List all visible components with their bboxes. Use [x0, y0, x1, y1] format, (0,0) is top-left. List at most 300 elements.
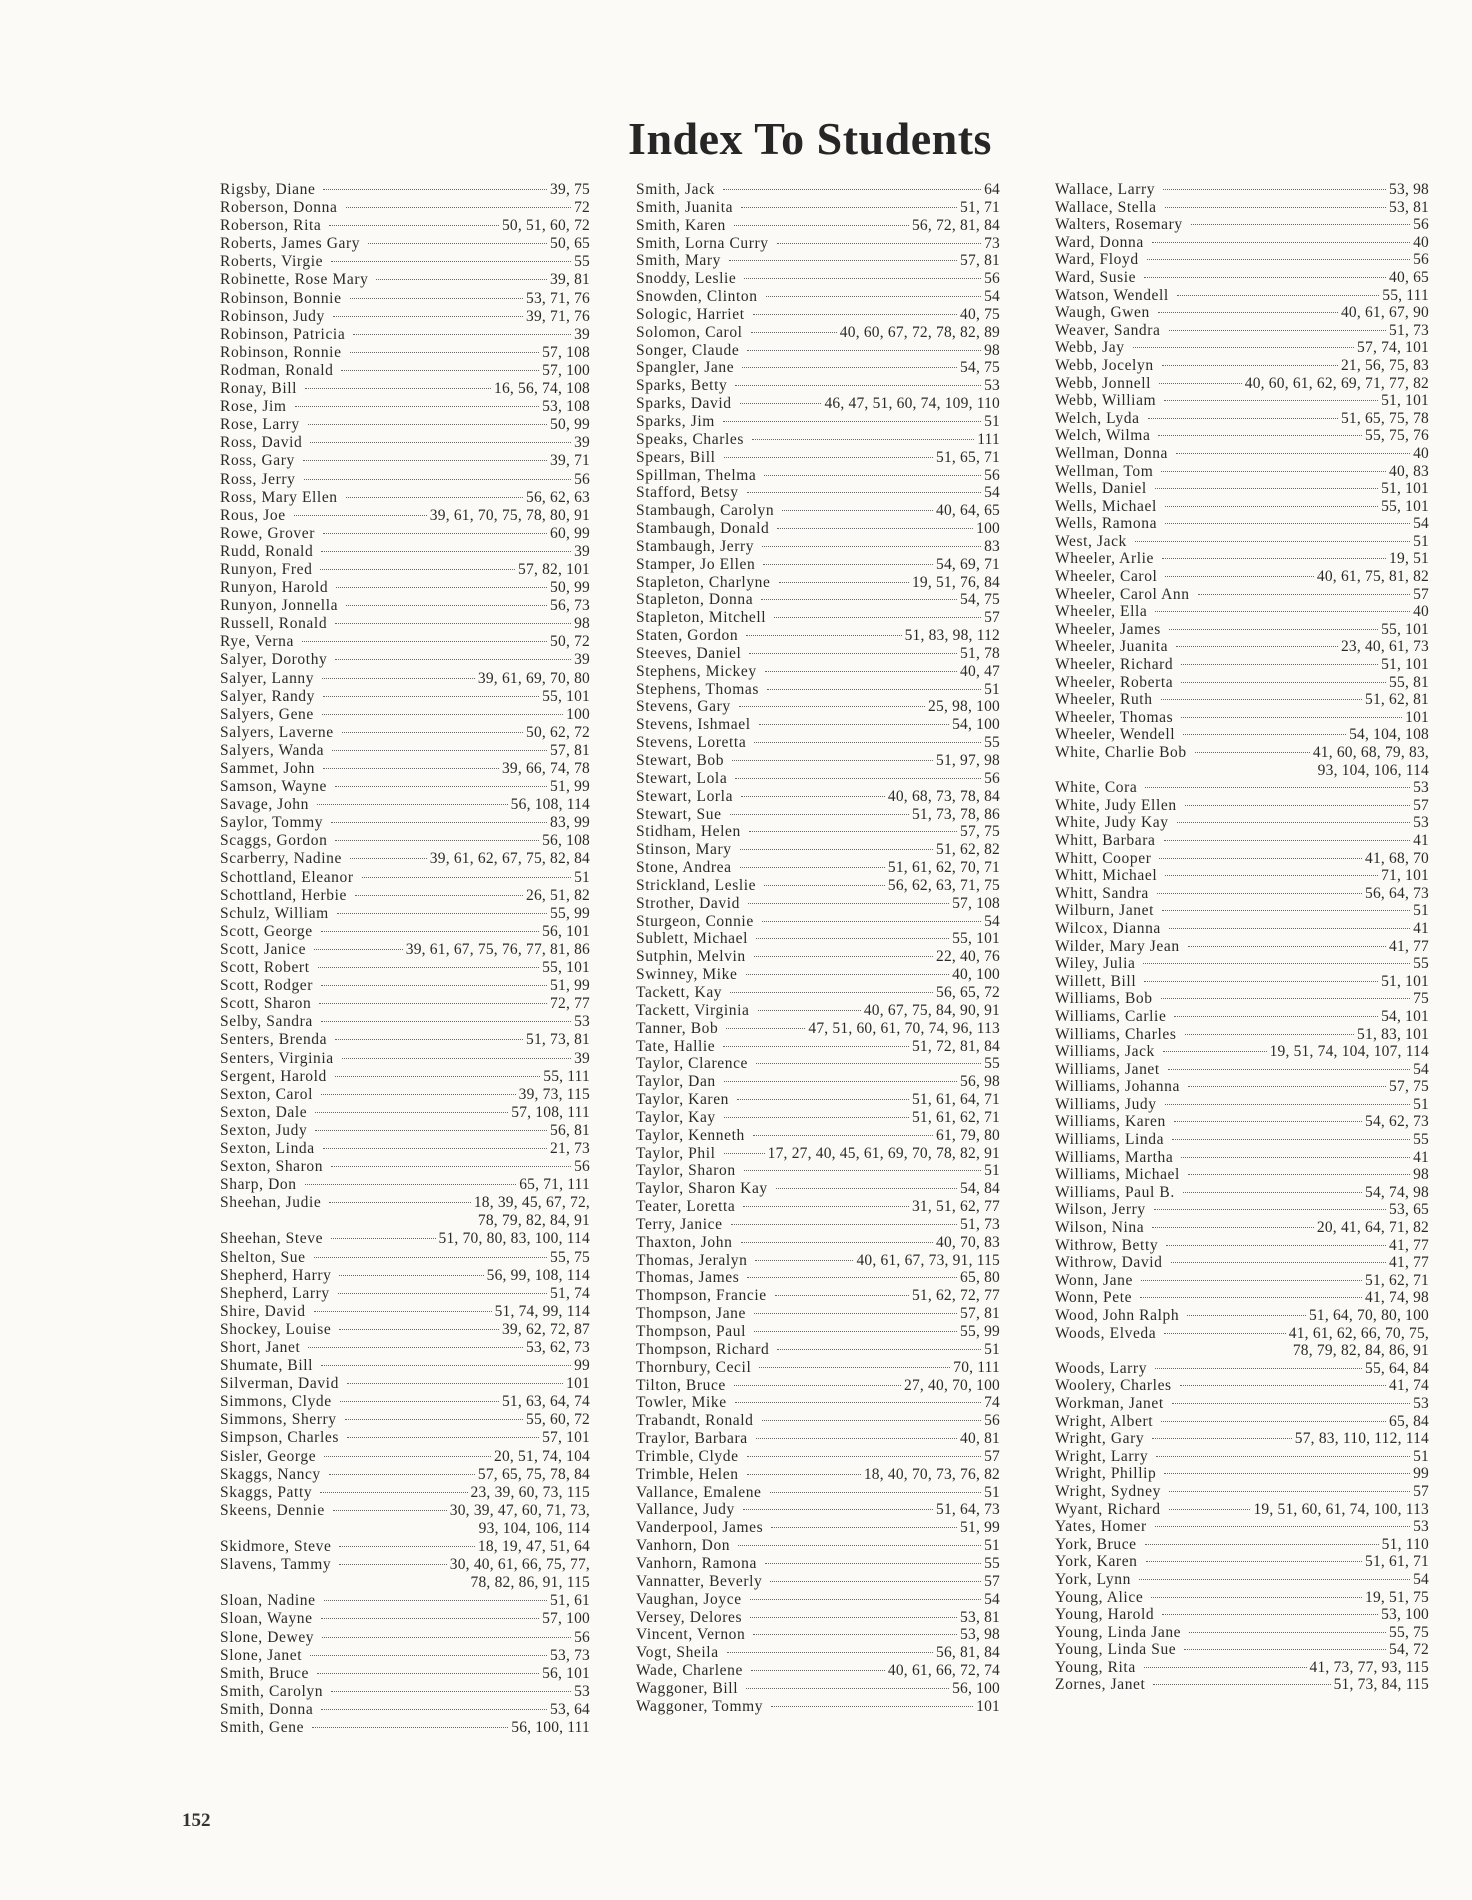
- student-name: Scott, George: [220, 922, 313, 940]
- dot-leader: [770, 1492, 982, 1493]
- page-references: 53, 98: [1389, 181, 1429, 198]
- index-entry: [220, 814, 590, 832]
- index-entry: [636, 377, 1000, 395]
- page-references: 55: [1413, 955, 1429, 973]
- dot-leader: [732, 760, 933, 761]
- student-name: Thompson, Paul: [636, 1323, 747, 1340]
- student-name: Snowden, Clinton: [636, 288, 758, 306]
- page-references: 51, 61, 62, 70, 71: [887, 859, 1000, 877]
- dot-leader: [1155, 611, 1410, 612]
- student-name: Sergent, Harold: [220, 1067, 327, 1085]
- student-name: Skidmore, Steve: [220, 1538, 332, 1556]
- student-name: Williams, Charles: [1055, 1025, 1177, 1043]
- page-references: 51, 74, 99, 114: [494, 1302, 590, 1320]
- index-entry: [220, 633, 590, 651]
- index-entry: [1055, 1254, 1429, 1272]
- student-name: Thomas, James: [636, 1269, 740, 1287]
- dot-leader: [321, 551, 571, 552]
- student-name: Rowe, Grover: [220, 524, 316, 542]
- page-references: 65, 71, 111: [519, 1176, 590, 1194]
- student-name: Wheeler, James: [1055, 620, 1161, 638]
- student-name: Young, Linda Sue: [1055, 1641, 1177, 1659]
- index-entry: [636, 984, 1000, 1002]
- index-entry: [636, 235, 1000, 253]
- student-name: Robinette, Rose Mary: [220, 271, 369, 289]
- page-references: 56: [984, 270, 1000, 288]
- student-name: Woods, Elveda: [1055, 1324, 1157, 1342]
- student-name: Wilder, Mary Jean: [1055, 937, 1180, 955]
- index-entry: [1055, 463, 1429, 481]
- page-references: 57, 81: [550, 741, 590, 759]
- dot-leader: [1169, 629, 1378, 630]
- dot-leader: [743, 1509, 933, 1510]
- index-entry: [220, 724, 590, 742]
- dot-leader: [1153, 1684, 1330, 1685]
- index-entry: [636, 1626, 1000, 1644]
- student-name: Samson, Wayne: [220, 778, 328, 796]
- student-name: Tackett, Kay: [636, 983, 723, 1001]
- index-entry: [1055, 1641, 1429, 1659]
- dot-leader: [350, 352, 540, 353]
- page-references: 40, 75: [960, 305, 1000, 323]
- dot-leader: [1135, 541, 1410, 542]
- student-name: Vallance, Emalene: [636, 1483, 762, 1501]
- page-references: 23, 40, 61, 73: [1340, 638, 1429, 656]
- student-name: Vanhorn, Don: [636, 1537, 731, 1555]
- index-entry: [220, 1665, 590, 1683]
- dot-leader: [1188, 1174, 1410, 1175]
- page-references: 53: [984, 377, 1000, 395]
- page-references: 51, 71: [960, 198, 1000, 216]
- index-entry: [636, 1466, 1000, 1484]
- index-entry: [1055, 1096, 1429, 1114]
- index-entry: [1055, 1360, 1429, 1378]
- page-references: 55: [574, 253, 590, 271]
- page-references: 41, 77: [1389, 937, 1429, 955]
- index-entry: [220, 1086, 590, 1104]
- page-references: 40, 61, 67, 90: [1340, 304, 1429, 322]
- page-references: 56, 81, 84: [936, 1644, 1000, 1662]
- dot-leader: [737, 1099, 909, 1100]
- dot-leader: [335, 1039, 523, 1040]
- page-references: 83, 99: [550, 814, 590, 832]
- student-name: Sammet, John: [220, 760, 316, 777]
- page-references: 55, 81: [1389, 673, 1429, 691]
- page-references: 51, 97, 98: [936, 752, 1000, 769]
- student-name: Zornes, Janet: [1055, 1676, 1146, 1694]
- index-entry: [1055, 832, 1429, 850]
- page-references: 51, 64, 70, 80, 100: [1308, 1307, 1429, 1324]
- index-entry: [1055, 515, 1429, 533]
- dot-leader: [1166, 1245, 1386, 1246]
- index-entry: [636, 966, 1000, 984]
- dot-leader: [335, 623, 571, 624]
- dot-leader: [1165, 1104, 1410, 1105]
- index-entry: [220, 1411, 590, 1429]
- dot-leader: [744, 278, 981, 279]
- student-name: Spangler, Jane: [636, 359, 735, 377]
- dot-leader: [779, 582, 909, 583]
- index-entry: [220, 850, 590, 868]
- index-entry: [636, 734, 1000, 752]
- dot-leader: [751, 332, 837, 333]
- page-references: 56: [574, 470, 590, 488]
- student-name: Wilcox, Dianna: [1055, 919, 1161, 937]
- student-name: White, Cora: [1055, 779, 1138, 797]
- index-entry: [1055, 1219, 1429, 1237]
- student-name: Roberts, Virgie: [220, 253, 324, 271]
- student-name: Salyers, Gene: [220, 705, 314, 723]
- dot-leader: [368, 243, 547, 244]
- page-references: 19, 51, 60, 61, 74, 100, 113: [1253, 1500, 1429, 1518]
- dot-leader: [782, 510, 933, 511]
- student-name: York, Bruce: [1055, 1535, 1137, 1553]
- index-entry: [220, 452, 590, 470]
- student-name: Sexton, Judy: [220, 1121, 308, 1139]
- dot-leader: [350, 298, 523, 299]
- student-name: Wallace, Larry: [1055, 181, 1156, 198]
- dot-leader: [320, 569, 515, 570]
- index-entry: [636, 288, 1000, 306]
- dot-leader: [747, 350, 981, 351]
- student-name: Shumate, Bill: [220, 1357, 314, 1375]
- student-name: Steeves, Daniel: [636, 644, 742, 662]
- student-name: Scott, Rodger: [220, 977, 314, 995]
- student-name: Simmons, Sherry: [220, 1411, 337, 1429]
- page-references: 51, 101: [1381, 972, 1429, 990]
- index-entry: [636, 877, 1000, 895]
- page-references: 56, 101: [542, 922, 590, 940]
- dot-leader: [746, 635, 901, 636]
- page-references: 41: [1413, 919, 1429, 937]
- page-references: 51, 110: [1381, 1535, 1429, 1553]
- index-entry: [220, 615, 590, 633]
- index-entry: [1055, 586, 1429, 604]
- dot-leader: [323, 768, 499, 769]
- index-entry: [636, 1198, 1000, 1216]
- dot-leader: [735, 385, 981, 386]
- student-name: Taylor, Phil: [636, 1144, 716, 1162]
- student-name: Rose, Larry: [220, 416, 300, 434]
- student-name: Webb, Jonnell: [1055, 374, 1152, 392]
- page-references: 56: [574, 1628, 590, 1646]
- index-entry: [220, 1122, 590, 1140]
- page-references: 19, 51, 76, 84: [911, 573, 1000, 591]
- index-entry: [220, 525, 590, 543]
- student-name: Taylor, Sharon Kay: [636, 1180, 768, 1198]
- index-entry: [1055, 322, 1429, 340]
- index-entry: [636, 788, 1000, 806]
- index-entry: [220, 1629, 590, 1647]
- page-references: 54, 62, 73: [1365, 1113, 1429, 1131]
- dot-leader: [332, 750, 547, 751]
- student-name: Wheeler, Arlie: [1055, 550, 1155, 568]
- student-name: Withrow, David: [1055, 1254, 1163, 1272]
- index-entry: [636, 1377, 1000, 1395]
- index-entry: [220, 1448, 590, 1466]
- dot-leader: [1165, 506, 1378, 507]
- student-name: Wheeler, Ella: [1055, 603, 1148, 621]
- index-entry: [1055, 603, 1429, 621]
- index-entry: [1055, 1606, 1429, 1624]
- index-entry: [1055, 234, 1429, 252]
- index-entry: [636, 1698, 1000, 1716]
- student-name: Waugh, Gwen: [1055, 304, 1150, 322]
- dot-leader: [1172, 1139, 1410, 1140]
- page-references: 54: [984, 912, 1000, 930]
- student-name: Rodman, Ronald: [220, 361, 334, 379]
- page-references: 54, 74, 98: [1365, 1183, 1429, 1201]
- dot-leader: [331, 1166, 571, 1167]
- student-name: Roberson, Donna: [220, 199, 338, 217]
- dot-leader: [329, 225, 499, 226]
- page-references: 99: [1413, 1465, 1429, 1483]
- student-name: Wood, John Ralph: [1055, 1307, 1180, 1324]
- student-name: Wonn, Pete: [1055, 1289, 1133, 1307]
- page-references: 54: [1413, 515, 1429, 533]
- page-references: 41, 60, 68, 79, 83,: [1312, 744, 1429, 761]
- index-entry: [636, 1537, 1000, 1555]
- index-entry: [636, 627, 1000, 645]
- dot-leader: [771, 1527, 957, 1528]
- page-references: 55, 111: [1382, 286, 1429, 304]
- dot-leader: [738, 1545, 981, 1546]
- student-name: Wright, Albert: [1055, 1412, 1154, 1430]
- index-entry: [636, 1359, 1000, 1377]
- dot-leader: [1161, 1421, 1386, 1422]
- dot-leader: [740, 849, 933, 850]
- dot-leader: [723, 189, 981, 190]
- dot-leader: [347, 1437, 539, 1438]
- page-references: 18, 39, 45, 67, 72,: [473, 1194, 590, 1212]
- index-entry: [220, 869, 590, 887]
- index-entry: [636, 395, 1000, 413]
- page-references: 51, 65, 71: [936, 448, 1000, 466]
- student-name: Williams, Karen: [1055, 1113, 1166, 1131]
- dot-leader: [346, 605, 547, 606]
- student-name: Webb, Jay: [1055, 339, 1125, 357]
- dot-leader: [735, 778, 981, 779]
- dot-leader: [346, 497, 523, 498]
- page-references: 64: [984, 181, 1000, 198]
- page-references: 55, 75: [550, 1248, 590, 1266]
- page-references: 78, 79, 82, 84, 86, 91: [1292, 1342, 1429, 1360]
- dot-leader: [1162, 558, 1386, 559]
- index-entry: [220, 1013, 590, 1031]
- dot-leader: [753, 1634, 957, 1635]
- index-entry: [636, 1394, 1000, 1412]
- student-name: Young, Linda Jane: [1055, 1623, 1182, 1641]
- page-references: 54, 104, 108: [1349, 726, 1429, 744]
- dot-leader: [756, 1438, 957, 1439]
- dot-leader: [1181, 1157, 1410, 1158]
- dot-leader: [765, 1563, 981, 1564]
- index-entry: [220, 344, 590, 362]
- index-entry: [220, 688, 590, 706]
- index-entry: [636, 859, 1000, 877]
- dot-leader: [317, 804, 508, 805]
- dot-leader: [1169, 1509, 1251, 1510]
- index-entry: [636, 1091, 1000, 1109]
- index-entry: [220, 1321, 590, 1339]
- page-references: 40, 47: [960, 662, 1000, 680]
- page-references: 57, 100: [542, 361, 590, 379]
- dot-leader: [1181, 664, 1378, 665]
- index-entry: [220, 235, 590, 253]
- dot-leader: [1144, 981, 1378, 982]
- index-entry: [220, 1249, 590, 1267]
- student-name: Robinson, Ronnie: [220, 343, 342, 361]
- student-name: Stambaugh, Jerry: [636, 537, 755, 555]
- student-name: Stephens, Mickey: [636, 662, 757, 680]
- dot-leader: [1163, 1051, 1267, 1052]
- index-entry: [1055, 726, 1429, 744]
- student-name: Runyon, Harold: [220, 579, 329, 597]
- student-name: Smith, Donna: [220, 1700, 314, 1718]
- index-entry: [636, 1038, 1000, 1056]
- index-entry: [1055, 199, 1429, 217]
- index-entry-continuation: [1055, 762, 1429, 780]
- page-references: 56, 62, 63, 71, 75: [887, 876, 1000, 894]
- dot-leader: [308, 424, 547, 425]
- student-name: Stambaugh, Donald: [636, 520, 770, 538]
- index-entry: [1055, 1448, 1429, 1466]
- student-name: Stevens, Gary: [636, 698, 731, 716]
- dot-leader: [758, 1010, 861, 1011]
- student-name: Russell, Ronald: [220, 615, 328, 633]
- student-name: Slone, Janet: [220, 1646, 303, 1664]
- index-entry: [636, 181, 1000, 199]
- page-references: 54: [1413, 1060, 1429, 1078]
- index-entry: [220, 181, 590, 199]
- dot-leader: [762, 921, 981, 922]
- page-references: 19, 51: [1389, 550, 1429, 568]
- student-name: Schottland, Eleanor: [220, 868, 354, 886]
- dot-leader: [1188, 946, 1386, 947]
- dot-leader: [324, 1456, 491, 1457]
- index-entry: [636, 1644, 1000, 1662]
- dot-leader: [376, 279, 547, 280]
- student-name: Smith, Carolyn: [220, 1682, 324, 1700]
- index-entry: [1055, 1061, 1429, 1079]
- index-entry: [636, 502, 1000, 520]
- student-name: Spears, Bill: [636, 448, 716, 466]
- student-name: Smith, Gene: [220, 1718, 305, 1736]
- page-references: 55, 101: [542, 959, 590, 977]
- dot-leader: [1177, 822, 1410, 823]
- index-entry: [636, 1609, 1000, 1627]
- dot-leader: [1185, 1034, 1355, 1035]
- page-references: 54, 75: [960, 359, 1000, 377]
- page-references: 39: [574, 325, 590, 343]
- dot-leader: [771, 1706, 973, 1707]
- dot-leader: [346, 207, 572, 208]
- student-name: Wells, Daniel: [1055, 480, 1147, 498]
- index-entry: [220, 670, 590, 688]
- student-name: Wells, Michael: [1055, 497, 1157, 515]
- student-name: Vaughan, Joyce: [636, 1590, 742, 1608]
- dot-leader: [775, 1295, 909, 1296]
- index-entry: [220, 1050, 590, 1068]
- page-references: 100: [976, 520, 1000, 538]
- page-references: 53, 64: [550, 1700, 590, 1718]
- student-name: Slone, Dewey: [220, 1628, 315, 1646]
- dot-leader: [1183, 734, 1346, 735]
- index-entry: [636, 1234, 1000, 1252]
- dot-leader: [763, 564, 933, 565]
- index-entry: [1055, 1571, 1429, 1589]
- page-references: 56, 72, 81, 84: [911, 216, 1000, 234]
- student-name: Taylor, Dan: [636, 1073, 716, 1091]
- index-entry: [220, 489, 590, 507]
- page-references: 56, 73: [550, 597, 590, 615]
- dot-leader: [353, 334, 571, 335]
- dot-leader: [1181, 682, 1386, 683]
- page-references: 39: [574, 434, 590, 452]
- page-references: 51, 62, 81: [1365, 691, 1429, 709]
- index-entry: [636, 1002, 1000, 1020]
- dot-leader: [341, 370, 539, 371]
- dot-leader: [321, 985, 547, 986]
- student-name: Wheeler, Ruth: [1055, 691, 1153, 709]
- page-references: 61, 79, 80: [936, 1126, 1000, 1144]
- dot-leader: [1168, 1069, 1410, 1070]
- student-name: Webb, William: [1055, 392, 1157, 410]
- index-entry: [636, 681, 1000, 699]
- page-references: 51: [984, 1537, 1000, 1555]
- student-name: Selby, Sandra: [220, 1013, 313, 1031]
- page-references: 39, 61, 67, 75, 76, 77, 81, 86: [405, 940, 590, 958]
- dot-leader: [321, 1094, 516, 1095]
- dot-leader: [333, 316, 523, 317]
- dot-leader: [777, 243, 981, 244]
- student-name: Traylor, Barbara: [636, 1430, 748, 1448]
- index-entry: [636, 1109, 1000, 1127]
- index-entry: [220, 1592, 590, 1610]
- dot-leader: [748, 903, 949, 904]
- student-name: Schulz, William: [220, 904, 329, 922]
- dot-leader: [337, 913, 547, 914]
- page-references: 40, 67, 75, 84, 90, 91: [863, 1001, 1000, 1019]
- page-references: 39, 61, 62, 67, 75, 82, 84: [429, 850, 590, 868]
- student-name: Trimble, Clyde: [636, 1447, 739, 1465]
- index-entry: [220, 290, 590, 308]
- student-name: Workman, Janet: [1055, 1394, 1164, 1412]
- page-references: 51: [1413, 1095, 1429, 1113]
- page-references: 57, 83, 110, 112, 114: [1294, 1430, 1429, 1448]
- page-references: 57: [984, 609, 1000, 627]
- index-entry: [220, 561, 590, 579]
- page-references: 57, 100: [542, 1610, 590, 1628]
- page-references: 53, 108: [542, 398, 590, 416]
- dot-leader: [338, 1293, 547, 1294]
- index-entry: [636, 324, 1000, 342]
- dot-leader: [1152, 1438, 1292, 1439]
- student-name: Roberson, Rita: [220, 217, 322, 235]
- page-references: 51: [984, 1340, 1000, 1358]
- student-name: Shire, David: [220, 1302, 306, 1320]
- index-entry: [220, 1683, 590, 1701]
- student-name: Wilburn, Janet: [1055, 902, 1155, 920]
- student-name: Taylor, Karen: [636, 1091, 730, 1109]
- index-entry: [636, 770, 1000, 788]
- student-name: Rigsby, Diane: [220, 181, 316, 198]
- page-number: 152: [182, 1810, 211, 1831]
- index-entry: [636, 1573, 1000, 1591]
- dot-leader: [755, 1260, 853, 1261]
- index-entry: [220, 977, 590, 995]
- index-entry: [220, 579, 590, 597]
